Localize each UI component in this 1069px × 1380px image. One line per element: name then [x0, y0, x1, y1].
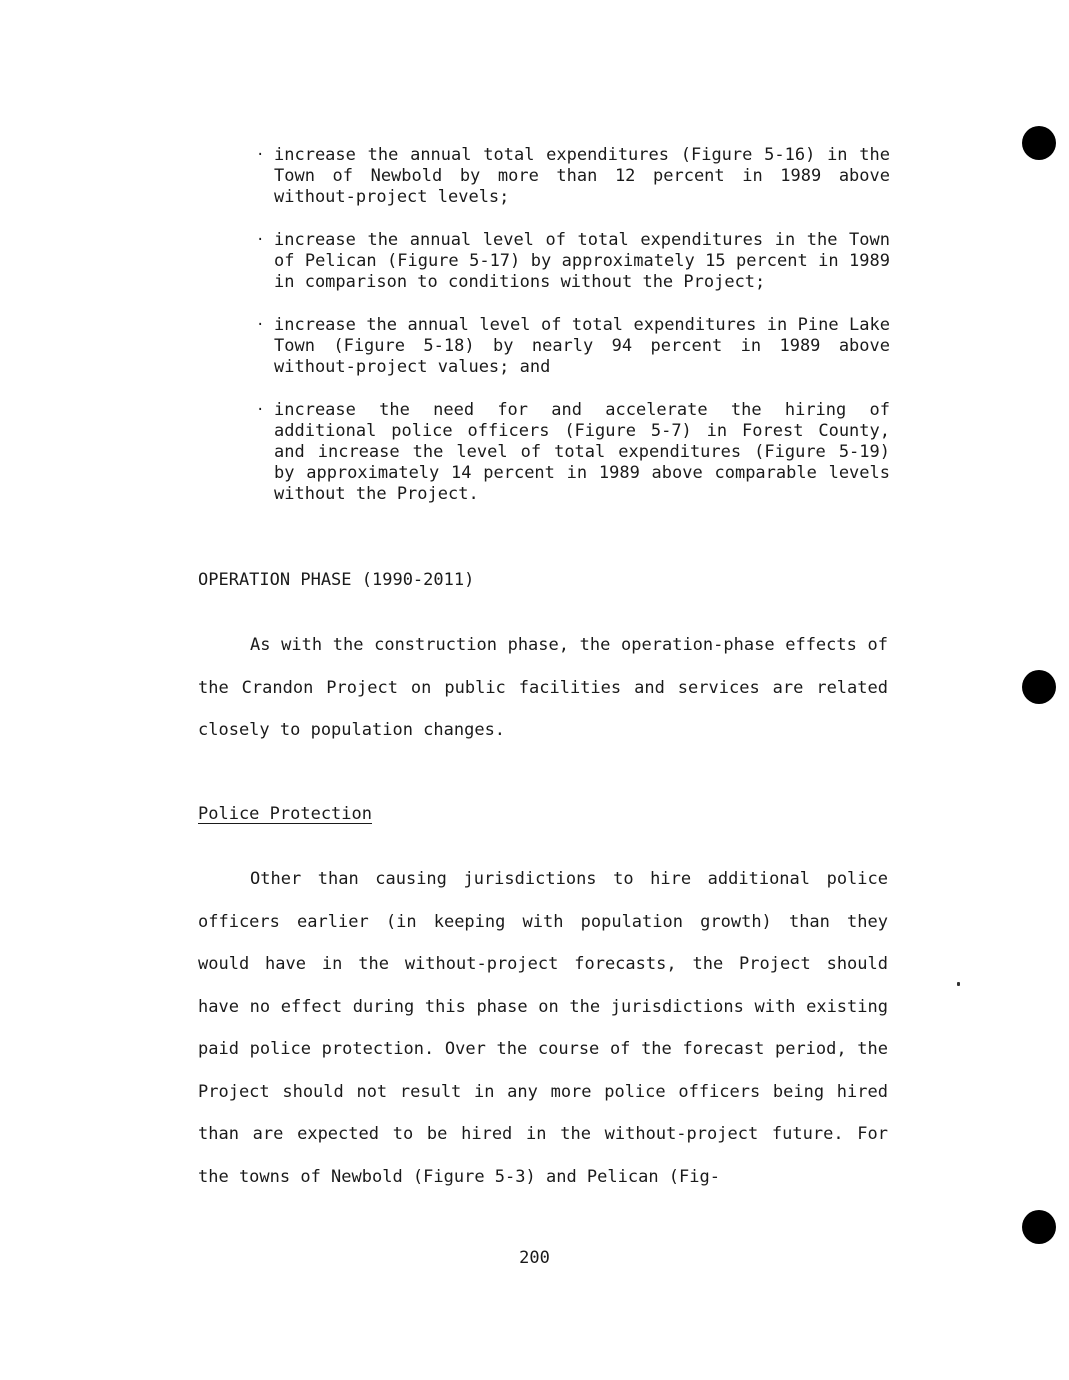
intro-paragraph: As with the construction phase, the operation-phase effects of the Crandon Project on public facilities and services are related closely to population changes. [198, 635, 888, 740]
bullet-text: increase the annual total expenditures (Figure 5-16) in the Town of Newbold by more than 12 percent in 1989 above without-project levels; [274, 145, 890, 207]
bullet-text: increase the need for and accelerate the hiring of additional police officers (Figure 5-7) in Forest County, and increase the level of total expenditures (Figure 5-19) by approximately 14 percent in 1989 above comparable levels without the Project. [274, 400, 890, 504]
bullet-item-pelican [256, 230, 890, 293]
bullet-text: increase the annual level of total expenditures in the Town of Pelican (Figure 5-17) by approximately 15 percent in 1989 in comparison to conditions without the Project; [274, 230, 890, 292]
scan-speck [957, 982, 960, 986]
bullet-dot-icon: · [256, 402, 265, 418]
page-number: 200 [519, 1248, 550, 1268]
punch-hole-bottom [1022, 1210, 1056, 1244]
subheading-police-protection: Police Protection [198, 804, 372, 824]
punch-hole-middle [1022, 670, 1056, 704]
bullet-item-newbold [256, 145, 890, 208]
bullet-text: increase the annual level of total expenditures in Pine Lake Town (Figure 5-18) by nearly 94 percent in 1989 above without-project values; and [274, 315, 890, 377]
bullet-dot-icon: · [256, 232, 265, 248]
punch-hole-top [1022, 126, 1056, 160]
bullet-list [256, 145, 890, 527]
bullet-item-forest-county [256, 400, 890, 505]
bullet-dot-icon: · [256, 317, 265, 333]
police-paragraph: Other than causing jurisdictions to hire additional police officers earlier (in keeping with population growth) than they would have in the without-project forecasts, the Project should have no effect during this phase on the jurisdictions with existing paid police protection. Over the course of the forecast period, the Project should not result in any more police officers being hired than are expected to be hired in the without-project future. For the towns of Newbold (Figure 5-3) and Pelican (Fig- [198, 869, 888, 1187]
bullet-item-pine-lake [256, 315, 890, 378]
section-heading: OPERATION PHASE (1990-2011) [198, 570, 475, 590]
bullet-dot-icon: · [256, 147, 265, 163]
